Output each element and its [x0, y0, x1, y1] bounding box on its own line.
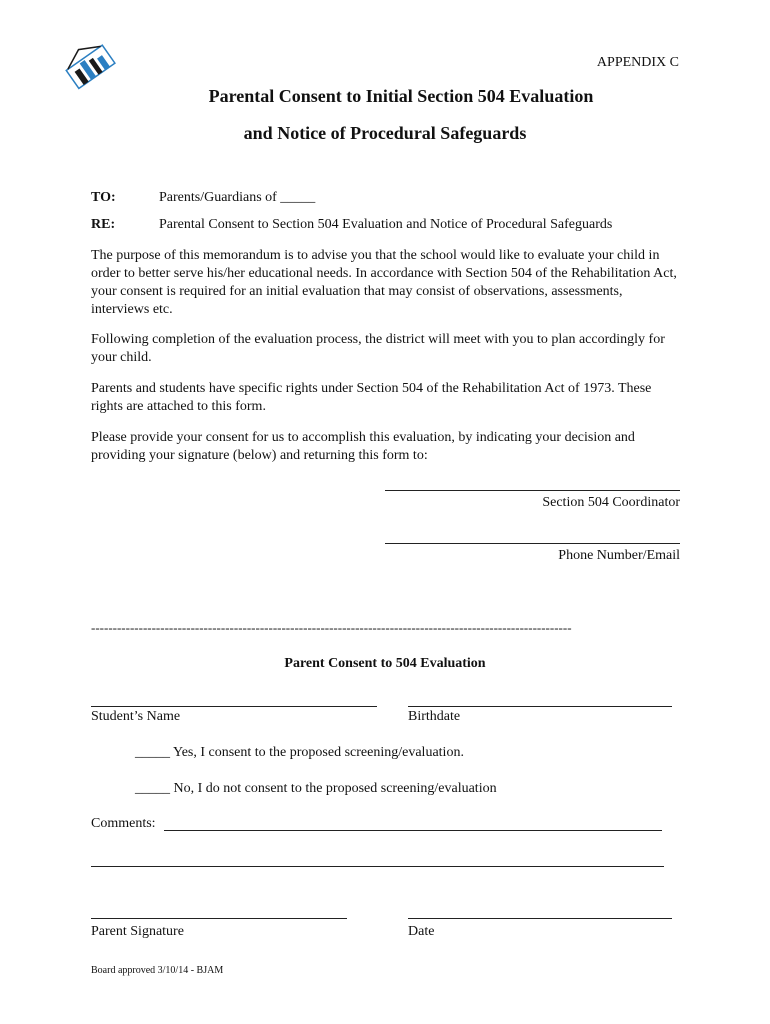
comments-label: Comments:: [91, 816, 156, 831]
birthdate-label: Birthdate: [408, 709, 461, 724]
appendix-label: APPENDIX C: [596, 55, 679, 70]
to-label: TO:: [91, 190, 116, 205]
coordinator-label: Section 504 Coordinator: [542, 495, 680, 510]
comments-line-1[interactable]: [164, 830, 662, 831]
board-approved-note: Board approved 3/10/14 - BJAM: [91, 965, 224, 976]
paragraph-rights: Parents and students have specific rights under Section 504 of the Rehabilitation Act of 1973. These rights are attached to this form.: [91, 381, 652, 414]
document-subtitle: and Notice of Procedural Safeguards: [243, 123, 527, 143]
memo-to-row: [91, 190, 315, 206]
coordinator-line[interactable]: [385, 490, 680, 491]
to-value: Parents/Guardians of _____: [159, 190, 316, 205]
document-title: Parental Consent to Initial Section 504 Evaluation: [208, 86, 594, 106]
re-value: Parental Consent to Section 504 Evaluation and Notice of Procedural Safeguards: [159, 217, 613, 232]
re-label: RE:: [91, 217, 116, 232]
date-label: Date: [408, 924, 435, 939]
school-district-logo-icon: [62, 40, 118, 92]
memo-re-row: [91, 217, 612, 233]
date-line[interactable]: [408, 918, 672, 919]
student-name-line[interactable]: [91, 706, 377, 707]
birthdate-line[interactable]: [408, 706, 672, 707]
paragraph-instructions: Please provide your consent for us to accomplish this evaluation, by indicating your decision and providing your signature (below) and returning this form to:: [91, 430, 635, 463]
student-name-label: Student’s Name: [91, 709, 181, 724]
comments-line-2[interactable]: [91, 866, 664, 867]
consent-heading: Parent Consent to 504 Evaluation: [284, 656, 486, 671]
cut-divider: ---------------------------------------------------------------------------------------------------------------: [91, 620, 572, 635]
district-logo: [62, 40, 118, 92]
paragraph-followup: Following completion of the evaluation process, the district will meet with you to plan accordingly for your child.: [91, 332, 665, 365]
contact-line[interactable]: [385, 543, 680, 544]
consent-no-option[interactable]: _____ No, I do not consent to the proposed screening/evaluation: [135, 781, 497, 796]
parent-signature-label: Parent Signature: [91, 924, 184, 939]
contact-label: Phone Number/Email: [558, 548, 680, 563]
consent-yes-option[interactable]: _____ Yes, I consent to the proposed screening/evaluation.: [135, 745, 464, 760]
paragraph-purpose: The purpose of this memorandum is to advise you that the school would like to evaluate your child in order to better serve his/her educational needs. In accordance with Section 504 of the Rehabilitation Act, your consent is required for an initial evaluation that may consist of observations, assessments, interviews etc.: [91, 248, 677, 317]
parent-signature-line[interactable]: [91, 918, 347, 919]
